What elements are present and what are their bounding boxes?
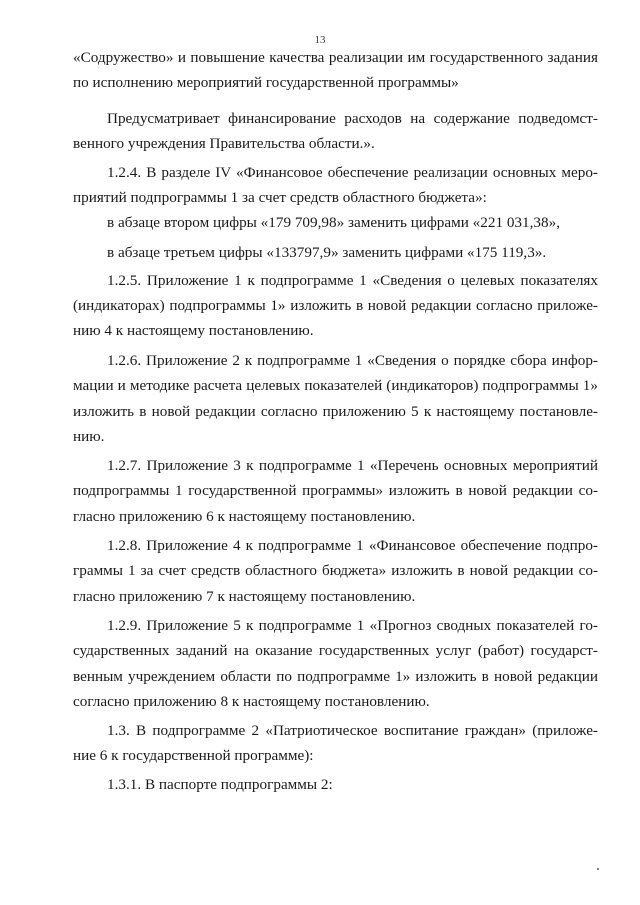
text-line: 1.2.5. Приложение 1 к подпрограмме 1 «Сведения о целевых показателях (107, 272, 598, 289)
text-line: нию 4 к настоящему постановлению. (73, 322, 314, 339)
text-line: 1.2.6. Приложение 2 к подпрограмме 1 «Сведения о порядке сбора инфор- (107, 352, 598, 369)
text-line: гласно приложению 7 к настоящему постановлению. (73, 588, 416, 605)
text-line: 1.2.7. Приложение 3 к подпрограмме 1 «Перечень основных мероприятий (107, 457, 598, 474)
text-line: гласно приложению 6 к настоящему постановлению. (73, 508, 416, 525)
text-line: 1.2.4. В разделе IV «Финансовое обеспечение реализации основных меро- (107, 164, 598, 181)
text-line: 1.3.1. В паспорте подпрограммы 2: (107, 776, 333, 793)
page-number: 13 (314, 34, 326, 46)
text-line: согласно приложению 8 к настоящему постановлению. (73, 693, 430, 710)
text-line: ние 6 к государственной программе): (73, 747, 314, 764)
text-line: 1.2.8. Приложение 4 к подпрограмме 1 «Финансовое обеспечение подпро- (107, 537, 598, 554)
text-line: 1.3. В подпрограмме 2 «Патриотическое воспитание граждан» (приложе- (107, 722, 598, 739)
text-line: 1.2.9. Приложение 5 к подпрограмме 1 «Прогноз сводных показателей го- (107, 617, 598, 634)
text-line: венным учреждением области по подпрограмме 1» изложить в новой редакции (73, 668, 598, 685)
text-line: мации и методике расчета целевых показателей (индикаторов) подпрограммы 1» (73, 377, 598, 394)
text-line: венного учреждения Правительства области.». (73, 135, 375, 152)
text-line: в абзаце втором цифры «179 709,98» заменить цифрами «221 031,38», (107, 214, 560, 231)
text-line: в абзаце третьем цифры «133797,9» заменить цифрами «175 119,3». (107, 244, 547, 261)
text-line: изложить в новой редакции согласно приложению 5 к настоящему постановле- (73, 403, 598, 420)
text-line: Предусматривает финансирование расходов на содержание подведомст- (107, 110, 598, 127)
text-line: «Содружество» и повышение качества реализации им государственного задания (73, 49, 598, 66)
text-line: подпрограммы 1 государственной программы» изложить в новой редакции со- (73, 482, 598, 499)
text-line: приятий подпрограммы 1 за счет средств областного бюджета»: (73, 189, 487, 206)
text-line: сударственных заданий на оказание государственных услуг (работ) государст- (73, 642, 598, 659)
text-line: (индикаторах) подпрограммы 1» изложить в новой редакции согласно приложе- (73, 297, 598, 314)
text-line: по исполнению мероприятий государственной программы» (73, 74, 459, 91)
text-line: нию. (73, 428, 105, 445)
scan-speck (597, 868, 599, 870)
text-line: граммы 1 за счет средств областного бюджета» изложить в новой редакции со- (73, 562, 598, 579)
